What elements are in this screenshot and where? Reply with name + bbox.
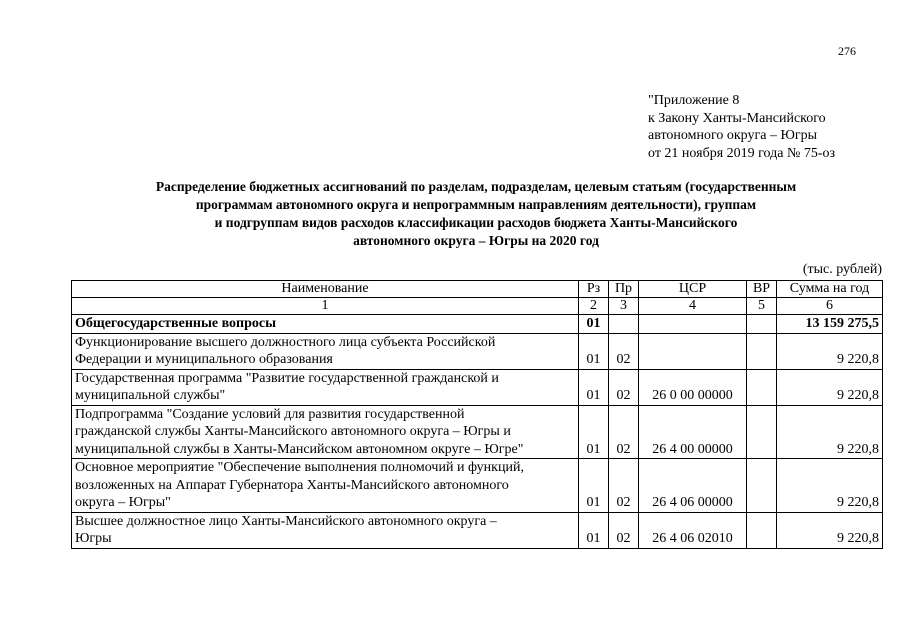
- row-rz: 01: [579, 512, 609, 548]
- column-number: 1: [72, 298, 579, 315]
- page-number: 276: [838, 44, 856, 58]
- header-sum: Сумма на год: [777, 281, 883, 298]
- title-line: программам автономного округа и непрограммным направлениям деятельности), группам: [195, 197, 757, 212]
- units-label: (тыс. рублей): [802, 262, 882, 277]
- row-vr: [747, 315, 777, 334]
- row-csr: [639, 333, 747, 369]
- title-line: Распределение бюджетных ассигнований по разделам, подразделам, целевым статьям (государственным: [155, 179, 797, 194]
- budget-table: [71, 280, 883, 549]
- column-number: 2: [579, 298, 609, 315]
- row-name-line: Высшее должностное лицо Ханты-Мансийского автономного округа –: [75, 513, 497, 529]
- row-name: [72, 405, 579, 459]
- row-sum: 9 220,8: [777, 333, 883, 369]
- row-sum: 9 220,8: [777, 369, 883, 405]
- title-line: и подгруппам видов расходов классификации расходов бюджета Ханты-Мансийского: [214, 215, 738, 230]
- row-rz: 01: [579, 459, 609, 513]
- row-pr: 02: [609, 333, 639, 369]
- appendix-line: "Приложение 8: [648, 93, 740, 108]
- row-pr: 02: [609, 405, 639, 459]
- row-name-line: округа – Югры": [75, 495, 171, 510]
- row-sum: 9 220,8: [777, 512, 883, 548]
- row-pr: [609, 315, 639, 334]
- table-row: [72, 369, 883, 405]
- header-name: Наименование: [72, 281, 579, 298]
- row-vr: [747, 459, 777, 513]
- appendix-line: к Закону Ханты-Мансийского: [648, 110, 826, 126]
- column-number: 3: [609, 298, 639, 315]
- document-title: [70, 178, 882, 250]
- table-row: [72, 333, 883, 369]
- row-vr: [747, 369, 777, 405]
- row-rz: 01: [579, 405, 609, 459]
- appendix-note: [648, 92, 835, 162]
- row-name-line: Общегосударственные вопросы: [75, 316, 277, 331]
- column-number: 5: [747, 298, 777, 315]
- row-pr: 02: [609, 369, 639, 405]
- row-name: [72, 315, 579, 334]
- header-pr: Пр: [609, 281, 639, 298]
- title-line: автономного округа – Югры на 2020 год: [353, 233, 599, 248]
- table-row: [72, 459, 883, 513]
- row-name-line: Функционирование высшего должностного лица субъекта Российской: [75, 334, 496, 350]
- row-vr: [747, 512, 777, 548]
- table-row: [72, 512, 883, 548]
- row-name-line: Основное мероприятие "Обеспечение выполнения полномочий и функций,: [75, 460, 524, 475]
- row-name-line: возложенных на Аппарат Губернатора Ханты-Мансийского автономного: [75, 477, 509, 493]
- row-vr: [747, 333, 777, 369]
- header-vr: ВР: [747, 281, 777, 298]
- header-csr: ЦСР: [639, 281, 747, 298]
- column-number-row: [72, 298, 883, 315]
- row-name: [72, 369, 579, 405]
- table-row: [72, 315, 883, 334]
- row-name-line: Югры: [75, 531, 112, 546]
- row-rz: 01: [579, 333, 609, 369]
- row-sum: 9 220,8: [777, 459, 883, 513]
- row-csr: 26 4 06 00000: [639, 459, 747, 513]
- row-rz: 01: [579, 315, 609, 334]
- row-name: [72, 459, 579, 513]
- row-sum: 9 220,8: [777, 405, 883, 459]
- row-sum: 13 159 275,5: [777, 315, 883, 334]
- row-csr: 26 4 00 00000: [639, 405, 747, 459]
- row-name-line: Государственная программа "Развитие государственной гражданской и: [75, 370, 499, 386]
- row-pr: 02: [609, 459, 639, 513]
- row-vr: [747, 405, 777, 459]
- row-name-line: муниципальной службы": [75, 388, 226, 403]
- row-name-line: муниципальной службы в Ханты-Мансийском автономном округе – Югре": [75, 441, 524, 457]
- header-rz: Рз: [579, 281, 609, 298]
- row-pr: 02: [609, 512, 639, 548]
- row-name-line: Подпрограмма "Создание условий для развития государственной: [75, 406, 465, 422]
- appendix-line: автономного округа – Югры: [648, 128, 817, 143]
- row-csr: 26 4 06 02010: [639, 512, 747, 548]
- appendix-line: от 21 ноября 2019 года № 75-оз: [648, 145, 836, 161]
- row-csr: [639, 315, 747, 334]
- row-name: [72, 512, 579, 548]
- row-name: [72, 333, 579, 369]
- row-name-line: Федерации и муниципального образования: [75, 352, 333, 367]
- row-csr: 26 0 00 00000: [639, 369, 747, 405]
- row-name-line: гражданской службы Ханты-Мансийского автономного округа – Югры и: [75, 424, 511, 439]
- row-rz: 01: [579, 369, 609, 405]
- column-number: 4: [639, 298, 747, 315]
- table-row: [72, 405, 883, 459]
- header-row: [72, 281, 883, 298]
- column-number: 6: [777, 298, 883, 315]
